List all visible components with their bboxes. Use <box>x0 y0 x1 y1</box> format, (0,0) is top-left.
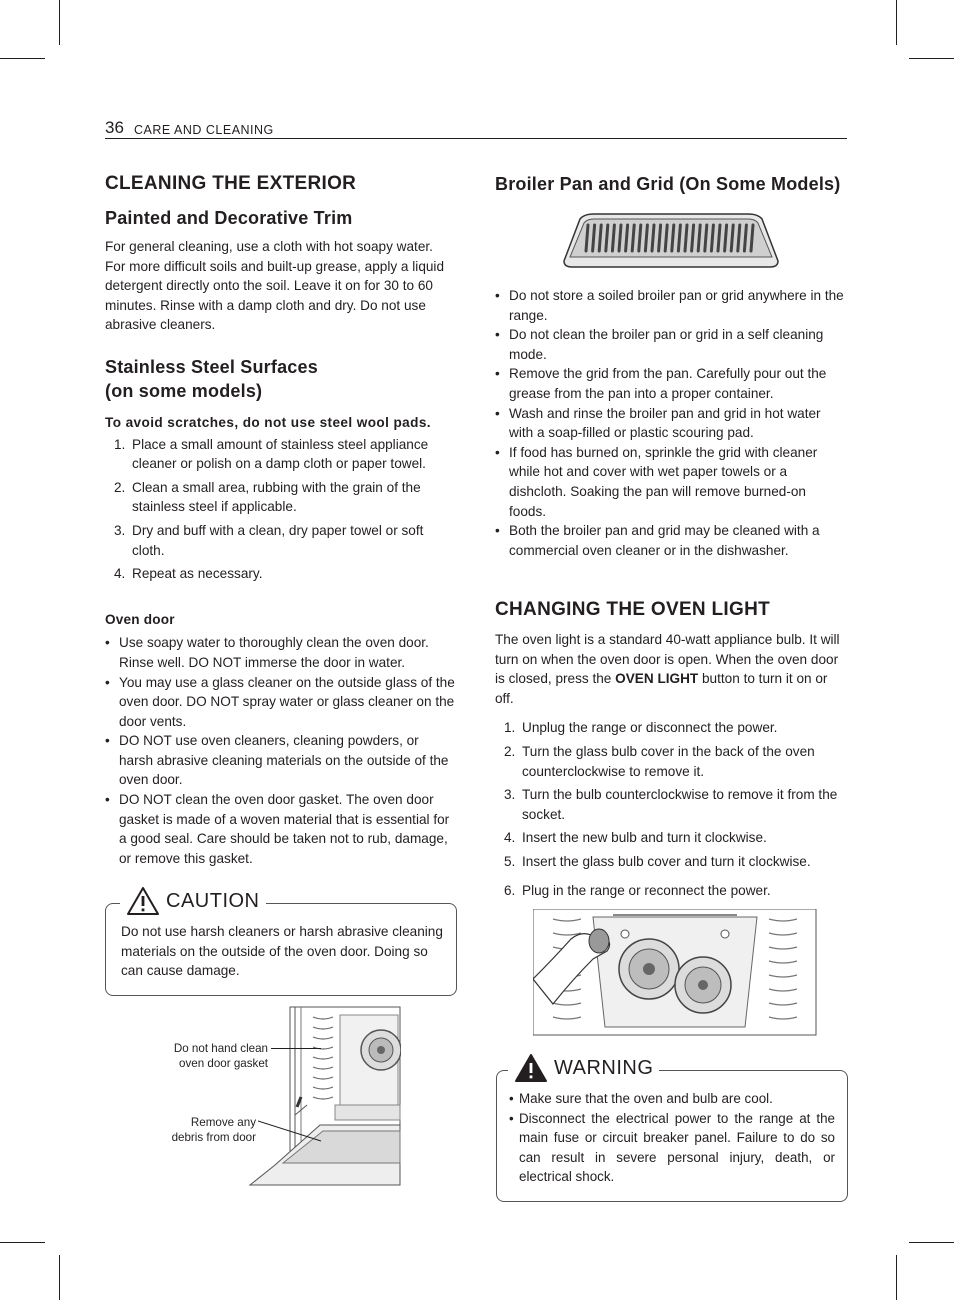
grid-slot <box>711 225 713 251</box>
stainless-title-line-2: (on some models) <box>105 380 263 401</box>
oven-door-title: Oven door <box>105 611 175 627</box>
warning-heading <box>508 1053 659 1083</box>
grid-slot <box>645 225 647 251</box>
grid-slot <box>599 225 601 251</box>
oven-light-label: OVEN LIGHT <box>615 671 699 687</box>
callout-line <box>258 1118 328 1148</box>
stainless-title <box>105 355 455 403</box>
light-steps <box>495 718 845 900</box>
grid-slot <box>731 225 733 251</box>
page-header <box>105 118 847 139</box>
callout-line <box>271 1048 321 1049</box>
left-column <box>105 172 455 868</box>
crop-mark <box>909 1242 954 1243</box>
warning-bullets <box>509 1089 835 1187</box>
grid-slot <box>612 225 614 251</box>
crop-mark <box>896 0 897 45</box>
oven-door-bullets <box>105 633 455 868</box>
list-item: 6. Plug in the range or reconnect the power. <box>504 882 771 898</box>
crop-mark <box>59 0 60 45</box>
oven-door-illustration <box>245 1005 401 1187</box>
list-item: • Both the broiler pan and grid may be cleaned with a commercial oven cleaner or in the dishwasher. <box>495 521 845 560</box>
warning-triangle-icon <box>514 1053 548 1083</box>
section-title: CARE AND CLEANING <box>134 123 274 137</box>
grid-slot <box>606 225 608 251</box>
grid-slot <box>639 225 641 251</box>
list-item: • Wash and rinse the broiler pan and grid in hot water with a soap-filled or plastic scouring pad. <box>495 404 845 443</box>
crop-mark <box>0 58 45 59</box>
right-column-light <box>495 598 845 900</box>
list-item: 1. Unplug the range or disconnect the power. <box>504 720 778 736</box>
list-item: • Do not clean the broiler pan or grid in a self cleaning mode. <box>495 325 845 364</box>
painted-text: For general cleaning, use a cloth with hot soapy water. For more difficult soils and built-up grease, apply a liquid detergent directly onto the soil. Leave it on for 30 to 60 minutes. Rinse with a damp cloth and dry. Do not use abrasive cleaners. <box>105 239 445 333</box>
stainless-steps <box>105 435 455 584</box>
warning-label: WARNING <box>554 1056 654 1079</box>
light-intro: The oven light is a standard 40-watt appliance bulb. It will turn on when the oven door is open. When the oven door is closed, press the OVEN LIGHT button to turn it on or off. <box>495 632 840 706</box>
list-item: • DO NOT clean the oven door gasket. The oven door gasket is made of a woven material that is essential for a good seal. Care should be taken not to rub, damage, or remove this gasket. <box>105 790 455 868</box>
grid-slot <box>705 225 707 251</box>
list-item: 4. Repeat as necessary. <box>114 566 263 582</box>
list-item: 2. Clean a small area, rubbing with the grain of the stainless steel if applicable. <box>114 479 421 515</box>
list-item: 1. Place a small amount of stainless steel appliance cleaner or polish on a damp cloth or paper towel. <box>114 436 429 472</box>
exterior-title: CLEANING THE EXTERIOR <box>105 173 357 194</box>
list-item: • DO NOT use oven cleaners, cleaning powders, or harsh abrasive cleaning materials on the outside of the oven door. <box>105 731 455 790</box>
list-item: 3. Dry and buff with a clean, dry paper towel or soft cloth. <box>114 522 424 558</box>
grid-slot <box>698 225 700 251</box>
caution-label: CAUTION <box>166 889 260 912</box>
grid-slot <box>672 225 674 251</box>
grid-slot <box>619 225 621 251</box>
callout-debris: Remove any debris from door <box>171 1116 256 1144</box>
grid-slot <box>744 225 746 251</box>
list-item: 2. Turn the glass bulb cover in the back of the oven counterclockwise to remove it. <box>504 743 815 779</box>
stainless-title-line-1: Stainless Steel Surfaces <box>105 356 318 377</box>
list-item: 5. Insert the glass bulb cover and turn it clockwise. <box>504 853 811 869</box>
grid-slot <box>685 225 687 251</box>
painted-title: Painted and Decorative Trim <box>105 208 353 228</box>
broiler-list <box>495 286 845 560</box>
list-item: • Make sure that the oven and bulb are cool. <box>509 1089 835 1109</box>
grid-slot <box>586 225 588 251</box>
list-item: • Use soapy water to thoroughly clean the oven door. Rinse well. DO NOT immerse the door in water. <box>105 633 455 672</box>
grid-slot <box>751 225 753 251</box>
warning-triangle-icon <box>126 886 160 916</box>
callout-gasket: Do not hand clean oven door gasket <box>173 1042 268 1070</box>
grid-slot <box>718 225 720 251</box>
broiler-pan-illustration <box>560 211 782 271</box>
list-item: • You may use a glass cleaner on the outside glass of the oven door. DO NOT spray water or glass cleaner on the door vents. <box>105 673 455 732</box>
crop-mark <box>909 58 954 59</box>
stainless-subtitle: To avoid scratches, do not use steel wool pads. <box>105 414 431 430</box>
right-column-top <box>495 172 845 196</box>
light-title: CHANGING THE OVEN LIGHT <box>495 599 771 620</box>
crop-mark <box>59 1255 60 1300</box>
list-item: • If food has burned on, sprinkle the grid with cleaner while hot and cover with wet paper towels or a dishcloth. Soaking the pan will remove burned-on foods. <box>495 443 845 521</box>
grid-slot <box>738 225 740 251</box>
grid-slot <box>725 225 727 251</box>
grid-slot <box>659 225 661 251</box>
grid-slot <box>692 225 694 251</box>
grid-slot <box>632 225 634 251</box>
list-item: • Remove the grid from the pan. Carefully pour out the grease from the pan into a proper container. <box>495 364 845 403</box>
grid-slot <box>665 225 667 251</box>
broiler-title: Broiler Pan and Grid (On Some Models) <box>495 174 841 194</box>
grid-slot <box>626 225 628 251</box>
list-item: 4. Insert the new bulb and turn it clockwise. <box>504 830 767 846</box>
list-item: • Disconnect the electrical power to the range at the main fuse or circuit breaker panel. Failure to do so can result in severe personal injury, death, or electrical shock. <box>509 1109 835 1187</box>
list-item: 3. Turn the bulb counterclockwise to remove it from the socket. <box>504 787 838 822</box>
warning-box <box>496 1070 848 1202</box>
caution-text: Do not use harsh cleaners or harsh abrasive cleaning materials on the outside of the oven door. Doing so can cause damage. <box>121 924 443 979</box>
crop-mark <box>0 1242 45 1243</box>
caution-box <box>105 903 457 996</box>
grid-slot <box>678 225 680 251</box>
crop-mark <box>896 1255 897 1300</box>
grid-slot <box>652 225 654 251</box>
list-item: • Do not store a soiled broiler pan or grid anywhere in the range. <box>495 286 845 325</box>
oven-interior-illustration <box>533 909 817 1036</box>
page-number: 36 <box>105 118 124 137</box>
caution-heading <box>120 886 266 916</box>
grid-slot <box>593 225 595 251</box>
